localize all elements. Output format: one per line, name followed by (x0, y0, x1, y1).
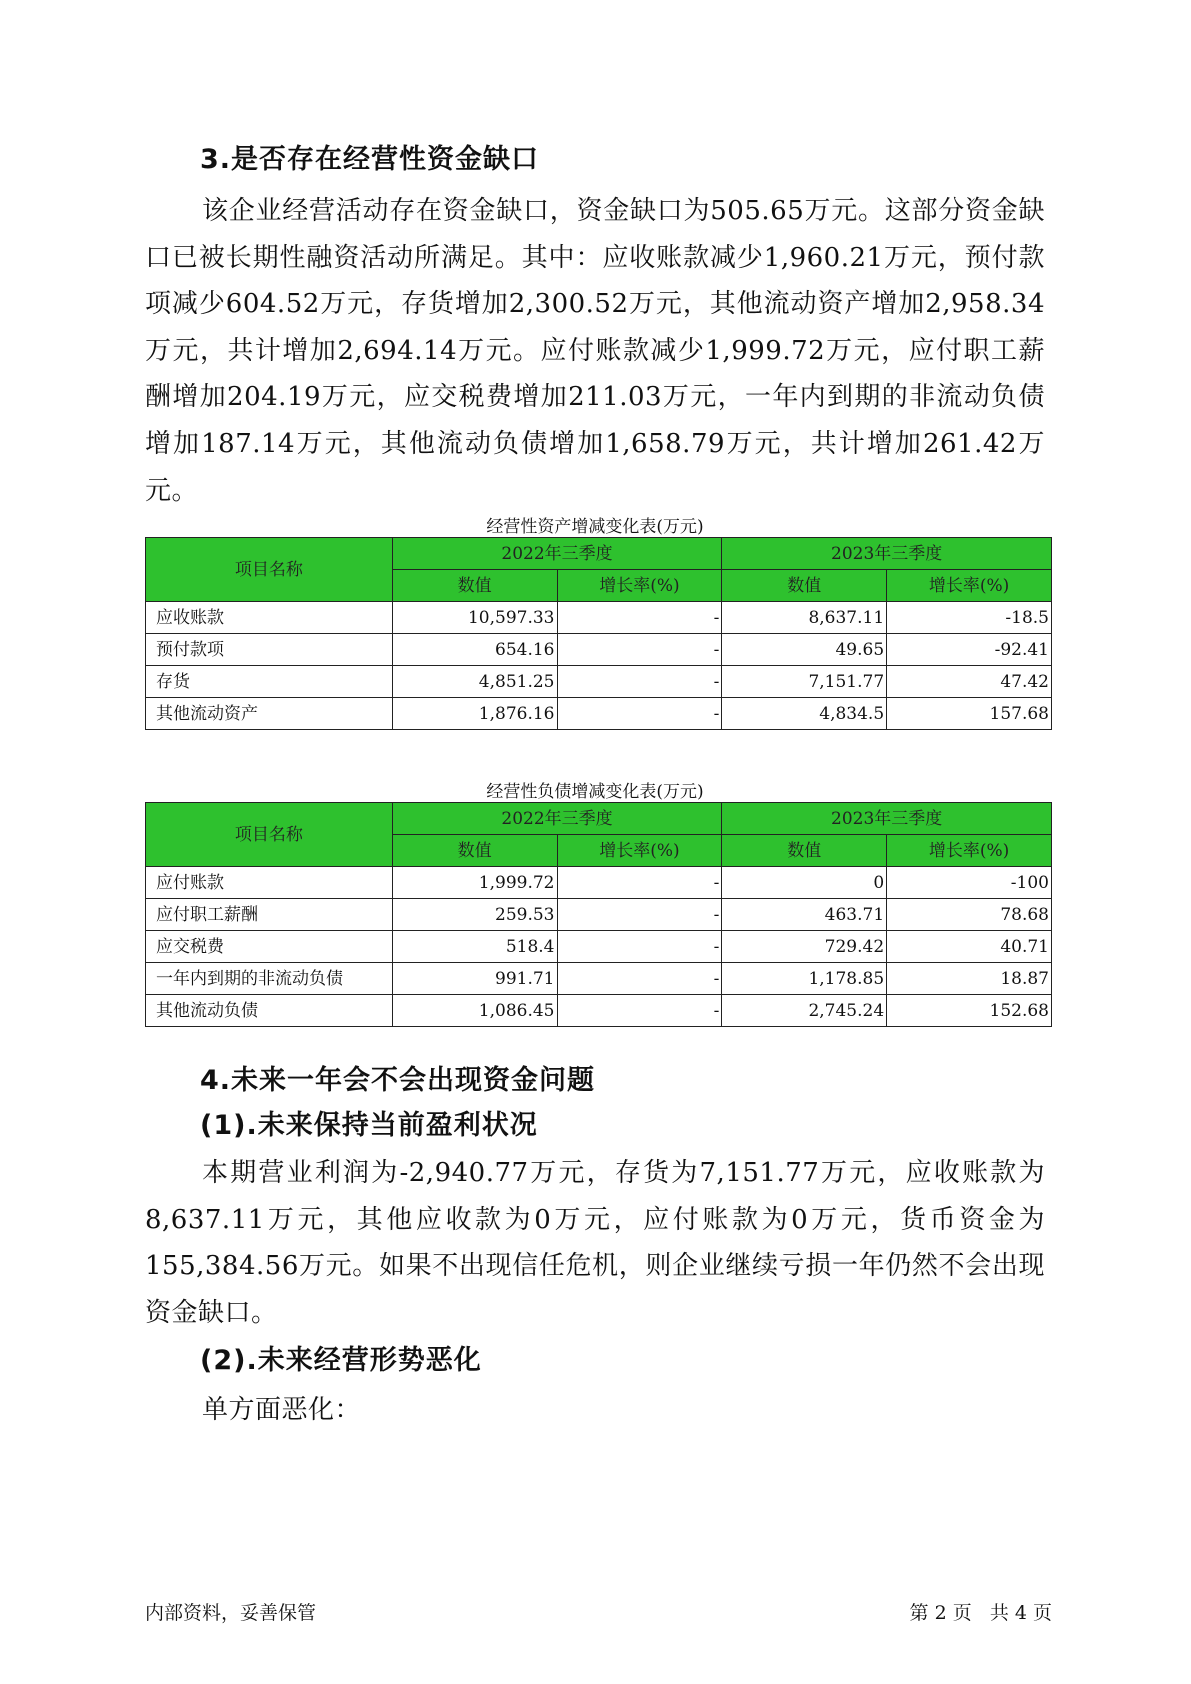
cell-growth: 18.87 (887, 963, 1052, 995)
cell-growth: - (557, 602, 722, 634)
row-name: 其他流动负债 (146, 995, 393, 1027)
asset-table (145, 537, 1052, 730)
col-header-value: 数值 (722, 835, 887, 867)
row-name: 应付职工薪酬 (146, 899, 393, 931)
cell-growth: - (557, 698, 722, 730)
cell-value: 259.53 (392, 899, 557, 931)
cell-growth: - (557, 634, 722, 666)
footer-left: 内部资料，妥善保管 (145, 1602, 317, 1624)
cell-growth: 78.68 (887, 899, 1052, 931)
table-row (146, 634, 1052, 666)
table-row (146, 995, 1052, 1027)
row-name: 应交税费 (146, 931, 393, 963)
row-name: 预付款项 (146, 634, 393, 666)
cell-value: 7,151.77 (722, 666, 887, 698)
cell-value: 2,745.24 (722, 995, 887, 1027)
col-header-value: 数值 (392, 570, 557, 602)
col-header-value: 数值 (722, 570, 887, 602)
section3-paragraph: 该企业经营活动存在资金缺口，资金缺口为505.65万元。这部分资金缺口已被长期性融资活动所满足。其中：应收账款减少1,960.21万元，预付款项减少604.52万元，存货增加2,300.52万元，其他流动资产增加2,958.34万元，共计增加2,694.14万元。应付账款减少1,999.72万元，应付职工薪酬增加204.19万元，应交税费增加211.03万元，一年内到期的非流动负债增加187.14万元，其他流动负债增加1,658.79万元，共计增加261.42万元。 (145, 196, 1045, 506)
cell-growth: 152.68 (887, 995, 1052, 1027)
cell-value: 654.16 (392, 634, 557, 666)
cell-value: 10,597.33 (392, 602, 557, 634)
table-row (146, 931, 1052, 963)
liability-table-caption: 经营性负债增减变化表(万元) (486, 782, 704, 802)
section4-heading: 4.未来一年会不会出现资金问题 (200, 1065, 596, 1096)
row-name: 应收账款 (146, 602, 393, 634)
col-header-growth: 增长率(%) (887, 570, 1052, 602)
table-row (146, 899, 1052, 931)
col-header-growth: 增长率(%) (557, 835, 722, 867)
cell-value: 991.71 (392, 963, 557, 995)
col-header-item: 项目名称 (146, 803, 393, 867)
cell-value: 4,834.5 (722, 698, 887, 730)
cell-growth: - (557, 867, 722, 899)
table-row (146, 698, 1052, 730)
row-name: 一年内到期的非流动负债 (146, 963, 393, 995)
cell-value: 1,999.72 (392, 867, 557, 899)
cell-growth: 47.42 (887, 666, 1052, 698)
asset-table-caption: 经营性资产增减变化表(万元) (486, 517, 704, 537)
table-row (146, 867, 1052, 899)
cell-growth: 157.68 (887, 698, 1052, 730)
col-header-period: 2023年三季度 (722, 803, 1052, 835)
row-name: 应付账款 (146, 867, 393, 899)
col-header-value: 数值 (392, 835, 557, 867)
section4-sub2-paragraph: 单方面恶化： (202, 1395, 362, 1425)
cell-value: 1,876.16 (392, 698, 557, 730)
footer-page-number: 第 2 页 共 4 页 (909, 1602, 1052, 1624)
cell-growth: - (557, 899, 722, 931)
cell-value: 729.42 (722, 931, 887, 963)
section3-heading: 3.是否存在经营性资金缺口 (200, 144, 540, 175)
cell-value: 4,851.25 (392, 666, 557, 698)
col-header-period: 2022年三季度 (392, 803, 722, 835)
col-header-growth: 增长率(%) (887, 835, 1052, 867)
cell-value: 8,637.11 (722, 602, 887, 634)
cell-growth: 40.71 (887, 931, 1052, 963)
row-name: 存货 (146, 666, 393, 698)
cell-growth: - (557, 931, 722, 963)
cell-growth: -92.41 (887, 634, 1052, 666)
cell-growth: - (557, 995, 722, 1027)
cell-growth: -18.5 (887, 602, 1052, 634)
table-row (146, 666, 1052, 698)
col-header-item: 项目名称 (146, 538, 393, 602)
cell-growth: - (557, 963, 722, 995)
col-header-growth: 增长率(%) (557, 570, 722, 602)
liability-table (145, 802, 1052, 1027)
cell-value: 1,086.45 (392, 995, 557, 1027)
cell-growth: -100 (887, 867, 1052, 899)
col-header-period: 2022年三季度 (392, 538, 722, 570)
table-row (146, 963, 1052, 995)
section4-sub2-heading: (2).未来经营形势恶化 (200, 1345, 482, 1376)
cell-value: 49.65 (722, 634, 887, 666)
col-header-period: 2023年三季度 (722, 538, 1052, 570)
section4-sub1-heading: (1).未来保持当前盈利状况 (200, 1110, 538, 1141)
cell-value: 1,178.85 (722, 963, 887, 995)
cell-value: 0 (722, 867, 887, 899)
cell-value: 463.71 (722, 899, 887, 931)
row-name: 其他流动资产 (146, 698, 393, 730)
cell-growth: - (557, 666, 722, 698)
table-row (146, 602, 1052, 634)
cell-value: 518.4 (392, 931, 557, 963)
section4-sub1-paragraph: 本期营业利润为-2,940.77万元，存货为7,151.77万元，应收账款为8,637.11万元，其他应收款为0万元，应付账款为0万元，货币资金为155,384.56万元。如果不出现信任危机，则企业继续亏损一年仍然不会出现资金缺口。 (145, 1158, 1045, 1328)
